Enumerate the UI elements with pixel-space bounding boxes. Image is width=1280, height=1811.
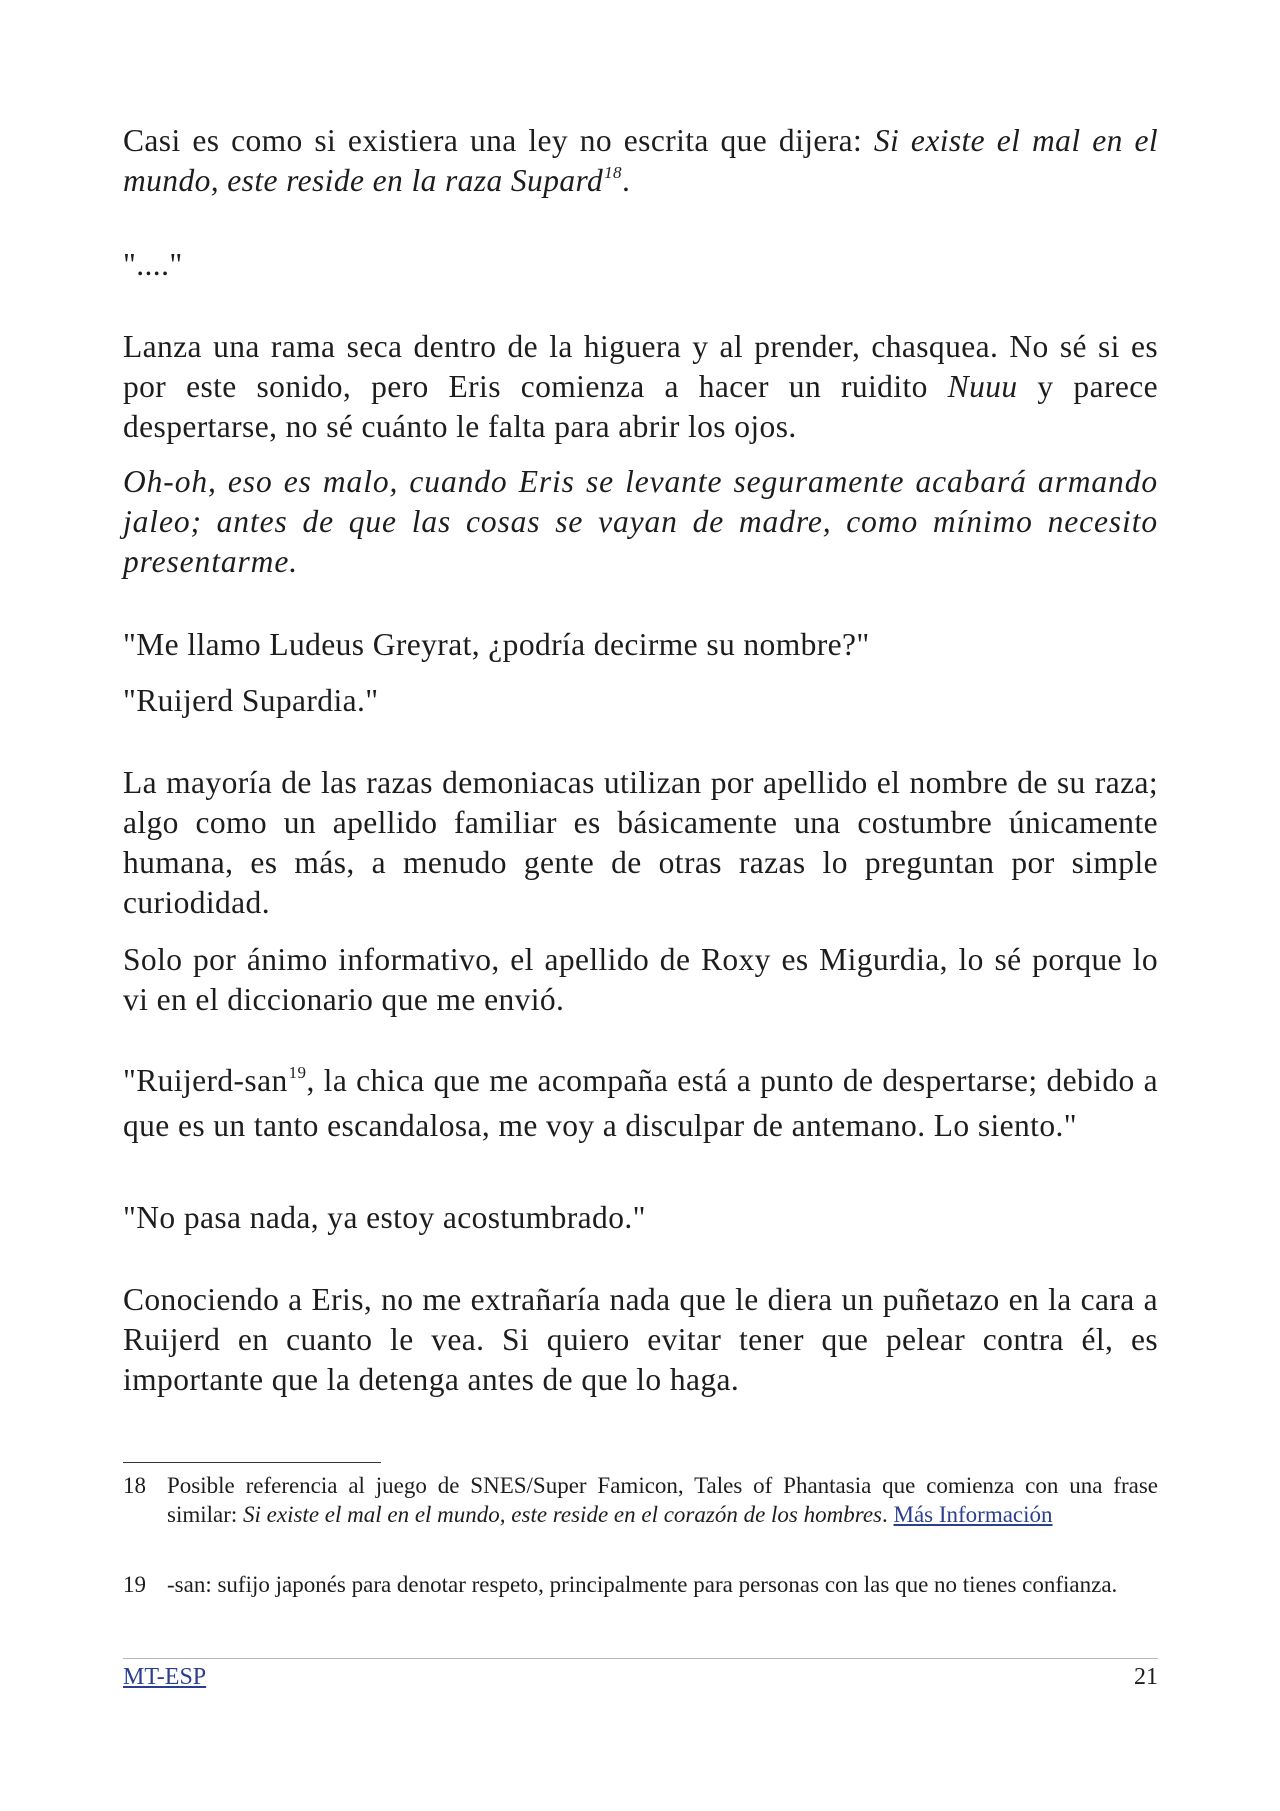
footnote-18-tail: . [882,1502,894,1527]
footnote-18-body [167,1471,1158,1529]
paragraph-3 [123,327,1158,447]
footnote-ref-19[interactable]: 19 [288,1063,307,1082]
more-info-link[interactable]: Más Información [893,1502,1053,1527]
footnote-19-number: 19 [123,1572,146,1597]
paragraph-5-dialogue: "Me llamo Ludeus Greyrat, ¿podría decirme su nombre?" [123,627,870,662]
footnote-18 [123,1471,1158,1529]
paragraph-1 [123,121,1158,206]
paragraph-7: La mayoría de las razas demoniacas utilizan por apellido el nombre de su raza; algo como un apellido familiar es básicamente una costumbre únicamente humana, es más, a menudo gente de otras razas lo preguntan por simple curiodidad. [123,765,1158,920]
footnote-18-quote: Si existe el mal en el mundo, este reside en el corazón de los hombres [243,1502,882,1527]
paragraph-3-tail: y parece despertarse, no sé cuánto le falta para abrir los ojos. [123,369,1158,444]
footnote-18-number: 18 [123,1473,146,1498]
paragraph-9-tail: , la chica que me acompaña está a punto de despertarse; debido a que es un tanto escandalosa, me voy a disculpar de antemano. Lo siento." [123,1063,1158,1143]
footnote-18-lead: Posible referencia al juego de SNES/Super Famicon, Tales of Phantasia que comienza con una frase similar: [167,1473,1158,1527]
paragraph-10-dialogue: "No pasa nada, ya estoy acostumbrado." [123,1200,646,1235]
paragraph-4-thought: Oh-oh, eso es malo, cuando Eris se levante seguramente acabará armando jaleo; antes de que las cosas se vayan de madre, como mínimo necesito presentarme. [123,464,1158,579]
paragraph-2: "...." [123,247,183,282]
paragraph-1-quote: Si existe el mal en el mundo, este reside en la raza Supard [123,123,1158,198]
paragraph-9-dialogue [123,1061,1158,1146]
footer-site-link[interactable]: MT-ESP [123,1664,207,1690]
paragraph-1-lead: Casi es como si existiera una ley no escrita que dijera: [123,123,874,158]
page-number: 21 [1134,1664,1158,1690]
footer-separator [123,1658,1158,1659]
footnote-ref-18[interactable]: 18 [604,163,622,182]
paragraph-1-tail: . [621,163,631,198]
paragraph-3-lead: Lanza una rama seca dentro de la higuera y al prender, chasquea. No sé si es por este sonido, pero Eris comienza a hacer un ruidito [123,329,1158,404]
footnote-separator [123,1462,381,1463]
paragraph-3-sound: Nuuu [947,369,1018,404]
paragraph-8: Solo por ánimo informativo, el apellido de Roxy es Migurdia, lo sé porque lo vi en el diccionario que me envió. [123,942,1158,1017]
paragraph-11: Conociendo a Eris, no me extrañaría nada que le diera un puñetazo en la cara a Ruijerd en cuanto le vea. Si quiero evitar tener que pelear contra él, es importante que la detenga antes de que lo haga. [123,1282,1158,1397]
paragraph-6-dialogue: "Ruijerd Supardia." [123,683,379,718]
footnote-19-body: -san: sufijo japonés para denotar respeto, principalmente para personas con las que no tienes confianza. [167,1572,1118,1597]
paragraph-9-lead: "Ruijerd-san [123,1063,288,1098]
footnote-19 [123,1570,1158,1599]
